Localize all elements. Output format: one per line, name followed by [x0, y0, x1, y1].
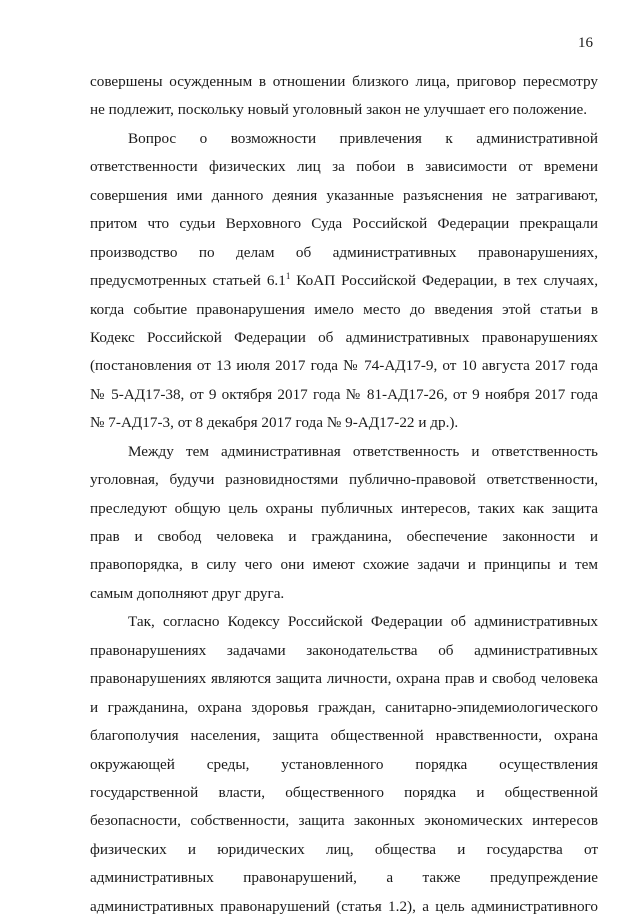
text-line: производство по делам об административных правонарушениях, [90, 243, 598, 261]
text-line: уголовная, будучи разновидностями публично-правовой ответственности, [90, 471, 598, 489]
text-segment: КоАП Российской Федерации, в тех случаях, [290, 272, 598, 290]
text-line: Так, согласно Кодексу Российской Федерации об административных [128, 613, 598, 631]
body-text [90, 68, 598, 921]
text-line: правонарушениях являются защита личности, охрана прав и свобод человека [90, 670, 598, 688]
text-line: благополучия населения, защита общественной нравственности, охрана [90, 727, 598, 745]
text-line: правонарушениях задачами законодательства об административных [90, 641, 598, 659]
text-line: административных правонарушений (статья 1.2), а цель административного [90, 897, 598, 915]
text-line: административных правонарушений, а также предупреждение [90, 869, 598, 887]
text-line: и гражданина, охрана здоровья граждан, санитарно-эпидемиологического [90, 698, 598, 716]
text-line [90, 267, 598, 295]
text-line: физических и юридических лиц, общества и государства от [90, 840, 598, 858]
text-line: преследуют общую цель охраны публичных интересов, таких как защита [90, 499, 598, 517]
page-number: 16 [578, 35, 593, 51]
text-line: № 5-АД17-38, от 9 октября 2017 года № 81-АД17-26, от 9 ноября 2017 года [90, 385, 598, 403]
text-line: государственной власти, общественного порядка и общественной [90, 783, 598, 801]
text-line: окружающей среды, установленного порядка осуществления [90, 755, 598, 773]
text-line: правопорядка, в силу чего они имеют схожие задачи и принципы и тем [90, 556, 598, 574]
text-line: ответственности физических лиц за побои в зависимости от времени [90, 158, 598, 176]
text-line: Вопрос о возможности привлечения к административной [128, 129, 598, 147]
text-line: когда событие правонарушения имело место до введения этой статьи в [90, 300, 598, 318]
text-line: безопасности, собственности, защита законных экономических интересов [90, 812, 598, 830]
text-line: совершены осужденным в отношении близкого лица, приговор пересмотру [90, 73, 598, 90]
text-segment: предусмотренных статьей 6.1 [90, 272, 286, 290]
text-line: Кодекс Российской Федерации об административных правонарушениях [90, 328, 598, 346]
text-line: притом что судьи Верховного Суда Российской Федерации прекращали [90, 215, 598, 233]
text-line: (постановления от 13 июля 2017 года № 74-АД17-9, от 10 августа 2017 года [90, 357, 598, 375]
text-line: прав и свобод человека и гражданина, обеспечение законности и [90, 528, 598, 545]
text-line: самым дополняют друг друга. [90, 584, 285, 602]
text-line: не подлежит, поскольку новый уголовный закон не улучшает его положение. [90, 101, 588, 119]
text-line: Между тем административная ответственность и ответственность [128, 442, 598, 460]
superscript: 1 [285, 271, 291, 281]
text-line: № 7-АД17-3, от 8 декабря 2017 года № 9-АД17-22 и др.). [90, 414, 459, 432]
text-line: совершения ими данного деяния указанные разъяснения не затрагивают, [90, 186, 598, 204]
